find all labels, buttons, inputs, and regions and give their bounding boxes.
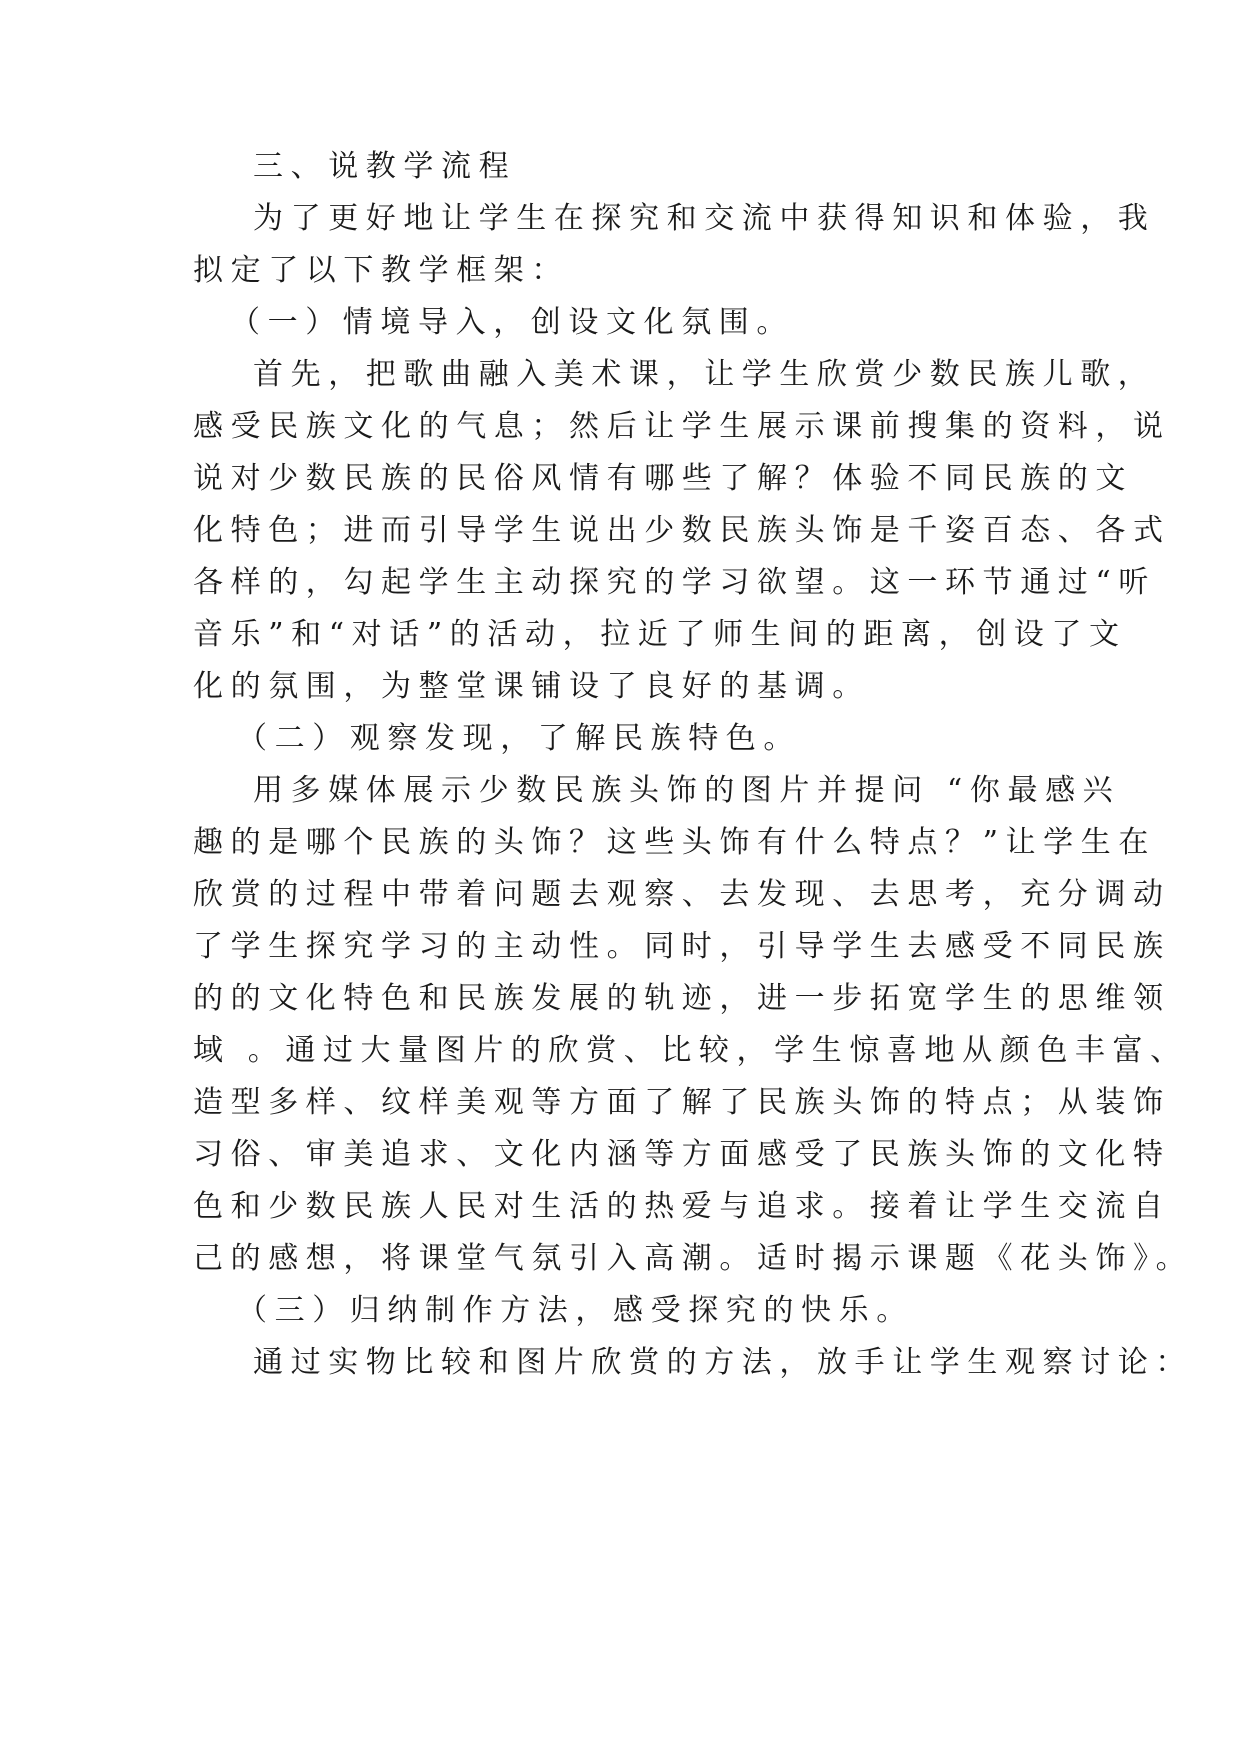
- paragraph-line: 各样的，勾起学生主动探究的学习欲望。这一环节通过“听: [193, 565, 1156, 600]
- paragraph-line: 造型多样、纹样美观等方面了解了民族头饰的特点；从装饰: [193, 1085, 1171, 1120]
- subsection-heading: （一）情境导入，创设文化氛围。: [230, 305, 794, 340]
- paragraph-line: 趣的是哪个民族的头饰？这些头饰有什么特点？”让学生在: [193, 825, 1156, 860]
- paragraph-line: 首先，把歌曲融入美术课，让学生欣赏少数民族儿歌，: [253, 357, 1156, 392]
- paragraph-line: 拟定了以下教学框架：: [193, 253, 569, 288]
- paragraph-line: 感受民族文化的气息；然后让学生展示课前搜集的资料，说: [193, 409, 1171, 444]
- paragraph-line: 通过实物比较和图片欣赏的方法，放手让学生观察讨论：: [253, 1345, 1193, 1380]
- paragraph-line: 的的文化特色和民族发展的轨迹，进一步拓宽学生的思维领: [193, 981, 1171, 1016]
- paragraph-line: 习俗、审美追求、文化内涵等方面感受了民族头饰的文化特: [193, 1137, 1171, 1172]
- paragraph-line: 了学生探究学习的主动性。同时，引导学生去感受不同民族: [193, 929, 1171, 964]
- paragraph-line: 音乐”和“对话”的活动，拉近了师生间的距离，创设了文: [193, 617, 1127, 652]
- paragraph-line: 为了更好地让学生在探究和交流中获得知识和体验，我: [253, 201, 1156, 236]
- paragraph-line: 说对少数民族的民俗风情有哪些了解？体验不同民族的文: [193, 461, 1133, 496]
- paragraph-line: 化特色；进而引导学生说出少数民族头饰是千姿百态、各式: [193, 513, 1171, 548]
- section-heading: 三、说教学流程: [253, 149, 517, 184]
- paragraph-line: 己的感想，将课堂气氛引入高潮。适时揭示课题《花头饰》。: [193, 1241, 1194, 1276]
- subsection-heading: （二）观察发现，了解民族特色。: [237, 721, 801, 756]
- paragraph-line: 用多媒体展示少数民族头饰的图片并提问 “你最感兴: [253, 773, 1121, 808]
- paragraph-line: 化的氛围，为整堂课铺设了良好的基调。: [193, 669, 870, 704]
- paragraph-line: 色和少数民族人民对生活的热爱与追求。接着让学生交流自: [193, 1189, 1171, 1224]
- paragraph-line: 域 。通过大量图片的欣赏、比较，学生惊喜地从颜色丰富、: [193, 1033, 1188, 1068]
- subsection-heading: （三）归纳制作方法，感受探究的快乐。: [237, 1293, 914, 1328]
- paragraph-line: 欣赏的过程中带着问题去观察、去发现、去思考，充分调动: [193, 877, 1171, 912]
